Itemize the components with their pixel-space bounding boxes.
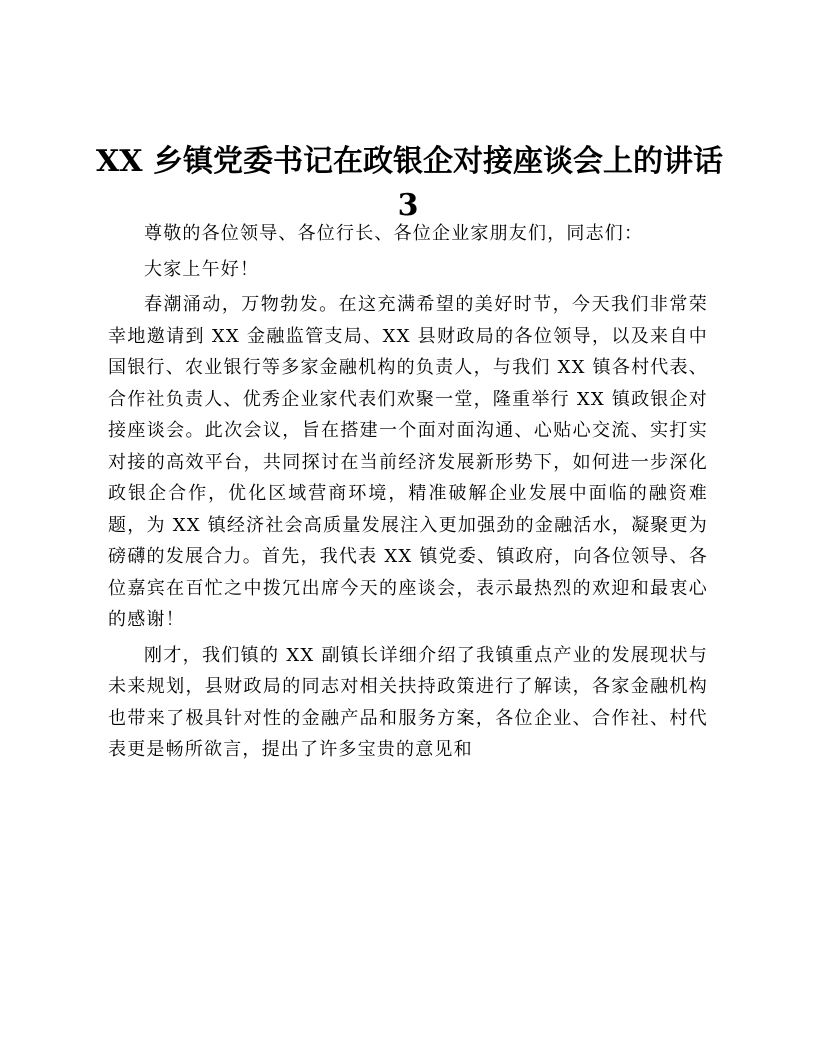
- greeting-paragraph: 大家上午好！: [144, 258, 260, 280]
- title-line-2: 3: [397, 188, 419, 223]
- document-title: [96, 140, 723, 228]
- review-paragraph: 刚才，我们镇的 XX 副镇长详细介绍了我镇重点产业的发展现状与未来规划，县财政局的同志对相关扶持政策进行了解读，各家金融机构也带来了极具针对性的金融产品和服务方案，各位企业、合作社、村代表更是畅所欲言，提出了许多宝贵的意见和: [108, 644, 708, 760]
- title-line-1: XX 乡镇党委书记在政银企对接座谈会上的讲话: [96, 144, 723, 179]
- document-body: [108, 218, 708, 770]
- opening-paragraph: 春潮涌动，万物勃发。在这充满希望的美好时节，今天我们非常荣幸地邀请到 XX 金融监管支局、XX 县财政局的各位领导，以及来自中国银行、农业银行等多家金融机构的负责人，与我们 XX 镇各村代表、合作社负责人、优秀企业家代表们欢聚一堂，隆重举行 XX 镇政银企对接座谈会。此次会议，旨在搭建一个面对面沟通、心贴心交流、实打实对接的高效平台，共同探讨在当前经济发展新形势下，如何进一步深化政银企合作，优化区域营商环境，精准破解企业发展中面临的融资难题，为 XX 镇经济社会高质量发展注入更加强劲的金融活水，凝聚更为磅礴的发展合力。首先，我代表 XX 镇党委、镇政府，向各位领导、各位嘉宾在百忙之中拨冗出席今天的座谈会，表示最热烈的欢迎和最衷心的感谢！: [108, 294, 708, 630]
- salutation-paragraph: 尊敬的各位领导、各位行长、各位企业家朋友们，同志们：: [144, 223, 644, 244]
